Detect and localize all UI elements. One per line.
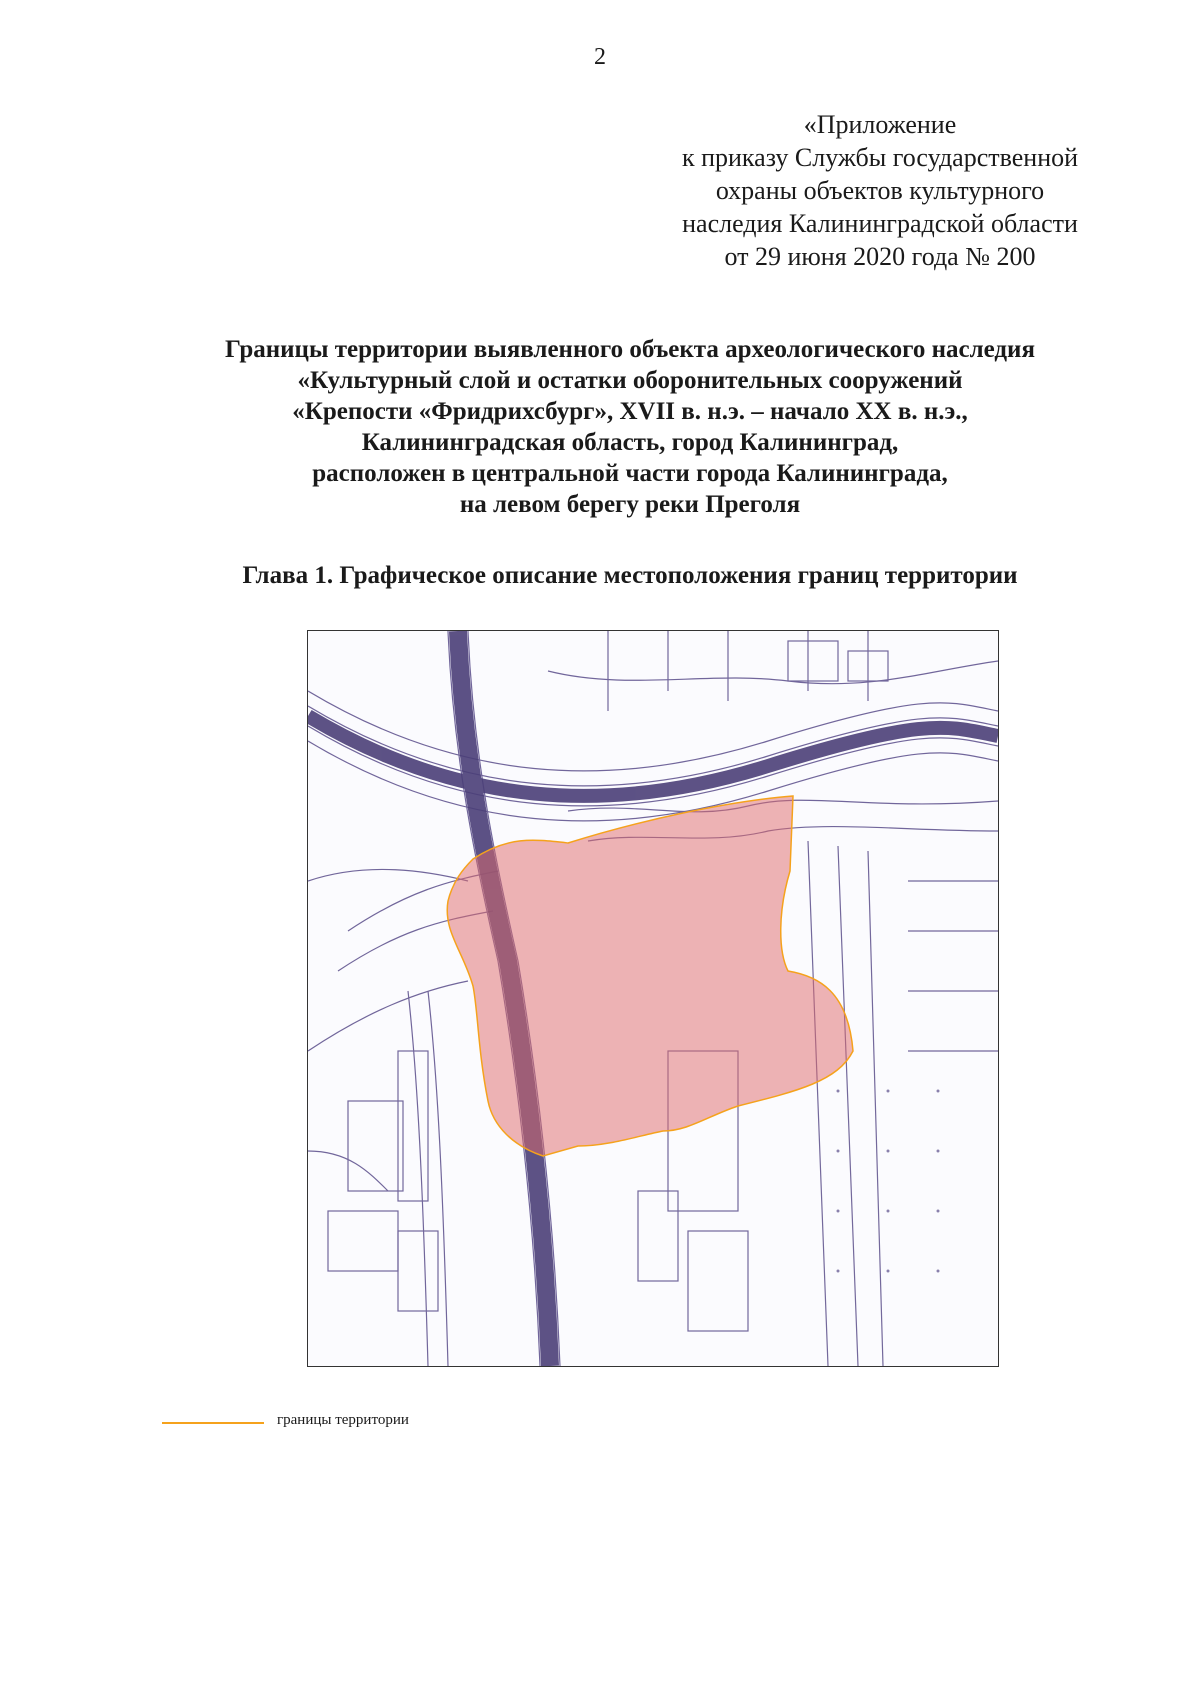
title-line: Калининградская область, город Калининград,	[361, 429, 899, 456]
appendix-line: охраны объектов культурного	[715, 176, 1045, 205]
map-drawing	[308, 631, 998, 1366]
appendix-line: к приказу Службы государственной	[681, 143, 1079, 172]
title-line: расположен в центральной части города Калининграда,	[312, 460, 948, 487]
chapter-heading: Глава 1. Графическое описание местоположения границ территории	[242, 562, 1018, 589]
appendix-line: наследия Калининградской области	[682, 209, 1078, 238]
territory-area	[447, 796, 853, 1156]
territory-map	[307, 630, 999, 1367]
appendix-heading	[640, 108, 1120, 273]
appendix-line: «Приложение	[803, 110, 957, 139]
title-line: «Культурный слой и остатки оборонительных сооружений	[297, 367, 963, 394]
legend-label: границы территории	[277, 1412, 409, 1428]
document-title	[150, 334, 1110, 520]
page-number: 2	[594, 44, 606, 70]
appendix-line: от 29 июня 2020 года № 200	[724, 242, 1036, 271]
title-line: «Крепости «Фридрихсбург», XVII в. н.э. – начало XX в. н.э.,	[292, 398, 968, 425]
title-line: на левом берегу реки Преголя	[459, 491, 801, 518]
map-grid-dots	[837, 1090, 940, 1273]
title-line: Границы территории выявленного объекта археологического наследия	[225, 336, 1035, 363]
boundary-line-swatch	[162, 1422, 264, 1424]
